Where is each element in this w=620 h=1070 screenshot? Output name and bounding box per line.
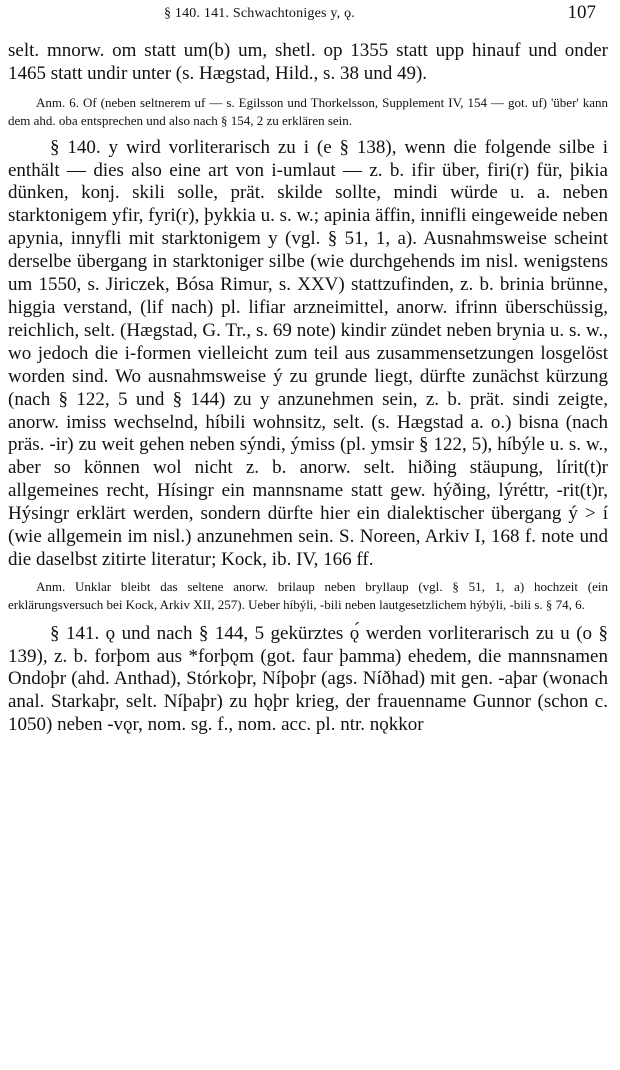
paragraph-intro: selt. mnorw. om statt um(b) um, shetl. op 1355 statt upp hinauf und onder 1465 statt undir unter (s. Hægstad, Hild., s. 38 und 49). [8,40,608,84]
note-anm-6: Anm. 6. Of (neben seltnerem uf — s. Egilsson und Thorkelsson, Supplement IV, 154 — got. uf) 'über' kann dem ahd. oba entsprechen und also nach § 154, 2 zu erklären sein. [8,94,608,129]
note-anm: Anm. Unklar bleibt das seltene anorw. brilaup neben bryllaup (vgl. § 51, 1, a) hochzeit (ein erklärungsversuch bei Kock, Arkiv XII, 257). Ueber híbýli, -bili neben lautgesetzlichem hýbýli, -bili s. § 74, 6. [8,578,608,613]
running-title: § 140. 141. Schwachtoniges y, ǫ. [164,6,355,21]
section-140: § 140. y wird vorliterarisch zu i (e § 138), wenn die folgende silbe i enthält — dies also eine art von i-umlaut — z. b. ifir über, firi(r) für, þikia dünken, konj. skili solle, prät. skilde sollte, mindi würde u. a. neben starktonigem yfir, fyri(r), þykkia u. s. w.; apinia äffin, innifli eingeweide neben apynia, innyfli mit starktonigem y (vgl. § 51, 1, a). Ausnahmsweise scheint derselbe übergang in starktoniger silbe (wie durchgehends im nisl. wenigstens um 1550, s. Jiriczek, Bósa Rimur, s. XXV) stattzufinden, z. b. brinia brünne, higgia verstand, (lif nach) pl. lifiar arzneimittel, anorw. ifrinn überschüssig, reichlich, selt. (Hægstad, G. Tr., s. 69 note) kindir zündet neben brynia u. s. w., wo jedoch die i-formen vielleicht zum teil aus zusammensetzungen losgelöst worden sind. Wo ausnahmsweise ý zu grunde liegt, dürfte zunächst kürzung (nach § 122, 5 und § 144) zu y anzunehmen sein, z. b. prät. sindi zeigte, anorw. imiss wechselnd, híbili wohnsitz, selt. (s. Hægstad a. o.) bisna (nach präs. -ir) zu weit gehen neben sýndi, ýmiss (pl. ymsir § 122, 5), híbýle u. s. w., aber so können wol nicht z. b. anorw. selt. hiðing stäupung, lírit(t)r allgemeines recht, Hísingr ein mannsname statt gew. hýðing, lýréttr, -rit(t)r, Hýsingr erklärt werden, sondern dürfte hier ein dialektischer übergang ý > í (wie allgemein im nisl.) anzunehmen sein. S. Noreen, Arkiv I, 168 f. note und die daselbst zitirte literatur; Kock, ib. IV, 166 ff. [8,136,608,570]
section-141: § 141. ǫ und nach § 144, 5 gekürztes ǫ́ werden vorliterarisch zu u (o § 139), z. b. forþom aus *forþǫm (got. faur þamma) ehedem, die mannsnamen Ondoþr (ahd. Anthad), Stórkoþr, Níþoþr (ags. Níðhad) mit gen. -aþar (wonach anal. Starkaþr, selt. Níþaþr) zu hǫþr krieg, der frauenname Gunnor (schon c. 1050) neben -vǫr, nom. sg. f., nom. acc. pl. ntr. nǫkkor [8,622,608,736]
page-header [8,0,608,40]
page-number: 107 [567,2,596,23]
book-page [8,0,608,1070]
